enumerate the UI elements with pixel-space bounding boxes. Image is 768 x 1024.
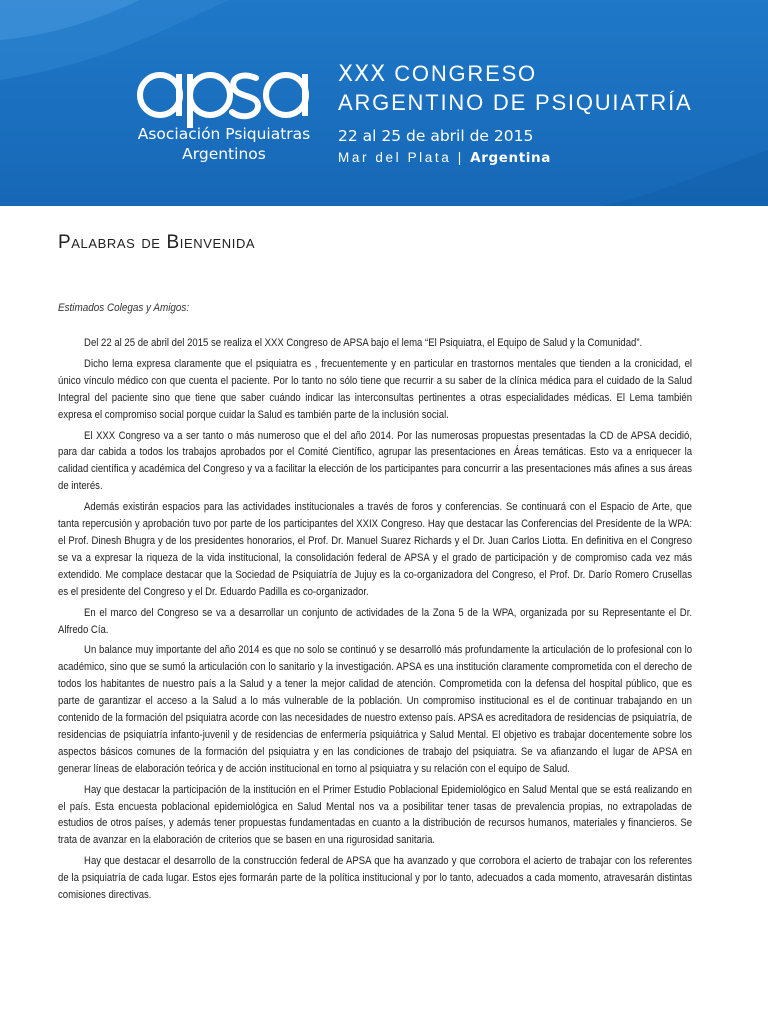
header-banner xyxy=(0,0,768,206)
congress-number: XXX xyxy=(338,62,387,87)
congress-dates: 22 al 25 de abril de 2015 xyxy=(338,127,534,145)
page-title: Palabras de Bienvenida xyxy=(58,232,256,253)
paragraph: Dicho lema expresa claramente que el psiquiatra es , frecuentemente y en particular en trastornos mentales que tienden a la cronicidad, el único vínculo médico con que cuenta el paciente. Por lo tanto no sólo tiene que recurrir a su saber de la clínica médica para el cuidado de la Salud Integral del paciente sino que tiene que saber cuándo indicar las interconsultas pertinentes a otras especialidades médicas. El Lema también expresa el compromiso social porque cuidar la Salud es también parte de la inclusión social. xyxy=(58,357,693,421)
organization-name xyxy=(118,124,330,164)
congress-title-line2: ARGENTINO DE PSIQUIATRÍA xyxy=(338,90,693,115)
paragraph: Un balance muy importante del año 2014 es que no solo se continuó y se desarrolló más profundamente la articulación de lo profesional con lo académico, sino que se sumó la articulación con lo sanitario y la investigación. APSA es una institución claramente comprometida con el derecho de todos los habitantes de nuestro país a la Salud y a tener la mejor calidad de atención. Comprometida con la defensa del hospital público, que es parte de garantizar el acceso a la Salud a lo más vulnerable de la población. Un compromiso institucional es el de continuar trabajando en un contenido de la formación del psiquiatra acorde con las necesidades de nuestro extenso país. APSA es acreditadora de residencias de psiquiatría, de residencias de psiquiatría infanto-juvenil y de residencias de enfermería psiquiátrica y Salud Mental. El objetivo es trabajar docentemente sobre los aspectos básicos comunes de la formación del psiquiatra y en las condiciones de trabajo del psiquiatra. Se va afianzando el lugar de APSA en generar líneas de elaboración teórica y de acción institucional en torno al psiquiatra y su relación con el equipo de Salud. xyxy=(58,644,693,775)
paragraph: En el marco del Congreso se va a desarrollar un conjunto de actividades de la Zona 5 de la WPA, organizada por su Representante el Dr. Alfredo Cía. xyxy=(58,606,693,636)
paragraph: Hay que destacar el desarrollo de la construcción federal de APSA que ha avanzado y que corrobora el acierto de trabajar con los referentes de la psiquiatría de cada lugar. Estos ejes formarán parte de la política institucional y por lo tanto, adecuados a cada momento, atravesarán distintas comisiones directivas. xyxy=(58,855,693,902)
apsa-logo xyxy=(134,50,314,128)
org-name-line2: Argentinos xyxy=(182,145,266,163)
location-separator: | xyxy=(457,150,464,165)
congress-location xyxy=(338,150,693,166)
paragraph: Hay que destacar la participación de la institución en el Primer Estudio Poblacional Epidemiológico en Salud Mental que se está realizando en el país. Esta encuesta poblacional epidemiológica en Salud Mental nos va a posibilitar tener tasas de prevalencia propias, no extrapoladas de estudios de otros países, y además tener propuestas fundamentadas en cuanto a la distribución de recursos humanos, materiales y financieros. Se trata de avanzar en la elaboración de criterios que se basen en una rigurosidad sanitaria. xyxy=(58,783,693,847)
congress-city: Mar del Plata xyxy=(338,150,452,165)
congress-country: Argentina xyxy=(470,150,551,166)
congress-info xyxy=(338,60,693,166)
congress-title-line1 xyxy=(338,60,693,89)
greeting: Estimados Colegas y Amigos: xyxy=(58,302,190,314)
paragraph: El XXX Congreso va a ser tanto o más numeroso que el del año 2014. Por las numerosas propuestas presentadas la CD de APSA decidió, para dar cabida a todos los trabajos aprobados por el Comité Científico, agrupar las presentaciones en Áreas temáticas. Esto va a enriquecer la calidad científica y académica del Congreso y va a facilitar la elección de los participantes para concurrir a las presentaciones más afines a sus áreas de interés. xyxy=(58,429,693,493)
article-body xyxy=(58,335,692,908)
congress-word: CONGRESO xyxy=(394,61,537,86)
org-name-line1: Asociación Psiquiatras xyxy=(137,125,311,143)
paragraph: Del 22 al 25 de abril del 2015 se realiza el XXX Congreso de APSA bajo el lema “El Psiquiatra, el Equipo de Salud y la Comunidad”. xyxy=(84,337,643,349)
paragraph: Además existirán espacios para las actividades institucionales a través de foros y conferencias. Se continuará con el Espacio de Arte, que tanta repercusión y aprobación tuvo por parte de los participantes del XXIX Congreso. Hay que destacar las Conferencias del Presidente de la WPA: el Prof. Dinesh Bhugra y de los presidentes honorarios, el Prof. Dr. Manuel Suarez Richards y el Dr. Juan Carlos Liotta. En definitiva en el Congreso se va a expresar la riqueza de la vida institucional, la consolidación federal de APSA y el grado de participación y de compromiso cada vez más extendido. Me complace destacar que la Sociedad de Psiquiatría de Jujuy es la co-organizadora del Congreso, el Prof. Dr. Darío Romero Crusellas es el presidente del Congreso y el Dr. Eduardo Padilla es co-organizador. xyxy=(58,501,693,598)
